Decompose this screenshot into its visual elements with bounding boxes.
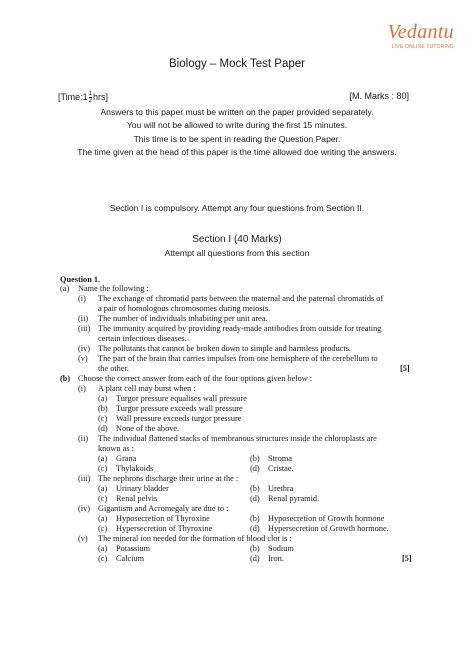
marks-badge: [5] xyxy=(400,364,410,373)
item-number: (iii) xyxy=(78,324,91,333)
item-number: (v) xyxy=(78,534,88,543)
section-subtitle: Attempt all questions from this section xyxy=(164,248,310,258)
item-text: a pair of homologous chromosomes during meiosis. xyxy=(98,304,271,313)
instruction-line: The time given at the head of this paper is the time allowed doe writing the answers. xyxy=(77,147,397,157)
option-text: Wall pressure exceeds turgor pressure xyxy=(116,414,242,423)
item-text: The number of individuals inhabiting per unit area. xyxy=(98,314,268,323)
option-label: (a) xyxy=(98,454,108,463)
option-label: (c) xyxy=(98,524,108,533)
item-stem: A plant cell may burst when : xyxy=(98,384,196,393)
item-number: (iv) xyxy=(78,344,90,353)
option-text: Stroma xyxy=(268,454,292,463)
time-label: [Time:1 xyxy=(58,91,88,102)
item-stem: The mineral ion needed for the formation of blood clot is : xyxy=(98,534,292,543)
max-marks: [M. Marks : 80] xyxy=(349,91,409,101)
option-text: None of the above. xyxy=(116,424,180,433)
option-label: (d) xyxy=(250,554,260,563)
part-a-prompt: Name the following : xyxy=(78,284,149,293)
item-number: (ii) xyxy=(78,314,89,323)
option-text: Hypersecretion of Thyroxine xyxy=(116,524,213,533)
option-text: Hyposecretion of Growth hormone xyxy=(268,514,385,523)
option-text: Cristae. xyxy=(268,464,294,473)
time-unit: hrs] xyxy=(93,91,109,102)
option-text: Potassium xyxy=(116,544,151,553)
item-text: The exchange of chromatid parts between the maternal and the paternal chromatids of xyxy=(98,294,384,303)
option-text: Hyposecretion of Thyroxine xyxy=(116,514,210,523)
instruction-line: Answers to this paper must be written on the paper provided separately. xyxy=(100,107,374,117)
item-text: The part of the brain that carries impulses from one hemisphere of the cerebellum to xyxy=(98,354,378,363)
option-text: Thylakoids xyxy=(116,464,154,473)
option-text: Urinary bladder xyxy=(116,484,169,493)
option-label: (b) xyxy=(250,454,260,463)
option-label: (d) xyxy=(98,424,108,433)
item-text: certain infectious diseases. xyxy=(98,334,187,343)
option-text: Renal pelvis xyxy=(116,494,158,503)
brand-name: Vedantu xyxy=(387,21,454,43)
part-a-label: (a) xyxy=(60,284,70,293)
option-label: (a) xyxy=(98,484,108,493)
item-stem: Gigantism and Acromegaly are due to : xyxy=(98,504,229,513)
option-label: (a) xyxy=(98,514,108,523)
part-b-label: (b) xyxy=(60,374,71,383)
option-label: (b) xyxy=(98,404,108,413)
time-allowed xyxy=(58,91,108,104)
marks-badge: [5] xyxy=(402,554,412,563)
option-label: (c) xyxy=(98,554,108,563)
item-text: The immunity acquired by providing ready-made antibodies from outside for treating xyxy=(98,324,382,333)
option-label: (d) xyxy=(250,524,260,533)
item-stem: known as : xyxy=(98,444,134,453)
item-number: (ii) xyxy=(78,434,89,443)
item-number: (iv) xyxy=(78,504,90,513)
option-label: (c) xyxy=(98,464,108,473)
option-label: (a) xyxy=(98,394,108,403)
option-text: Grana xyxy=(116,454,137,463)
item-stem: The nephrons discharge their urine at the : xyxy=(98,474,239,483)
option-text: Calcium xyxy=(116,554,145,563)
brand-logo xyxy=(387,22,454,50)
option-text: Renal pyramid. xyxy=(268,494,320,503)
option-label: (d) xyxy=(250,464,260,473)
instruction-line: You will not be allowed to write during the first 15 minutes. xyxy=(126,120,348,130)
item-text: The pollutants that cannot be broken down to simple and harmless products. xyxy=(98,344,352,353)
item-number: (i) xyxy=(78,294,86,303)
time-fraction xyxy=(89,91,92,104)
item-text: the other. xyxy=(98,364,129,373)
brand-tagline: LIVE ONLINE TUTORING xyxy=(391,44,454,50)
option-text: Sodium xyxy=(268,544,294,553)
option-label: (b) xyxy=(250,484,260,493)
time-fraction-den: 2 xyxy=(88,98,93,104)
item-number: (iii) xyxy=(78,474,91,483)
option-label: (b) xyxy=(250,544,260,553)
item-number: (v) xyxy=(78,354,88,363)
section-note: Section I is compulsory. Attempt any four questions from Section II. xyxy=(109,203,365,213)
question-heading: Question 1. xyxy=(60,275,101,284)
part-b-prompt: Choose the correct answer from each of the four options given below : xyxy=(78,374,313,383)
option-label: (c) xyxy=(98,494,108,503)
option-label: (b) xyxy=(250,514,260,523)
option-text: Turgor pressure exceeds wall pressure xyxy=(116,404,243,413)
instruction-line: This time is to be spent in reading the Question Paper. xyxy=(133,134,341,144)
section-title: Section I (40 Marks) xyxy=(192,234,282,245)
option-text: Urethra xyxy=(268,484,294,493)
item-stem: The individual flattened stacks of membranous structures inside the chloroplasts are xyxy=(98,434,377,443)
option-text: Turgor pressure equalises wall pressure xyxy=(116,394,247,403)
option-label: (c) xyxy=(98,414,108,423)
page-title: Biology – Mock Test Paper xyxy=(169,58,305,70)
option-label: (d) xyxy=(250,494,260,503)
item-number: (i) xyxy=(78,384,86,393)
option-text: Hypersecretion of Growth hormone. xyxy=(268,524,389,533)
time-fraction-num: 1 xyxy=(88,91,93,97)
option-label: (a) xyxy=(98,544,108,553)
option-text: Iron. xyxy=(268,554,284,563)
